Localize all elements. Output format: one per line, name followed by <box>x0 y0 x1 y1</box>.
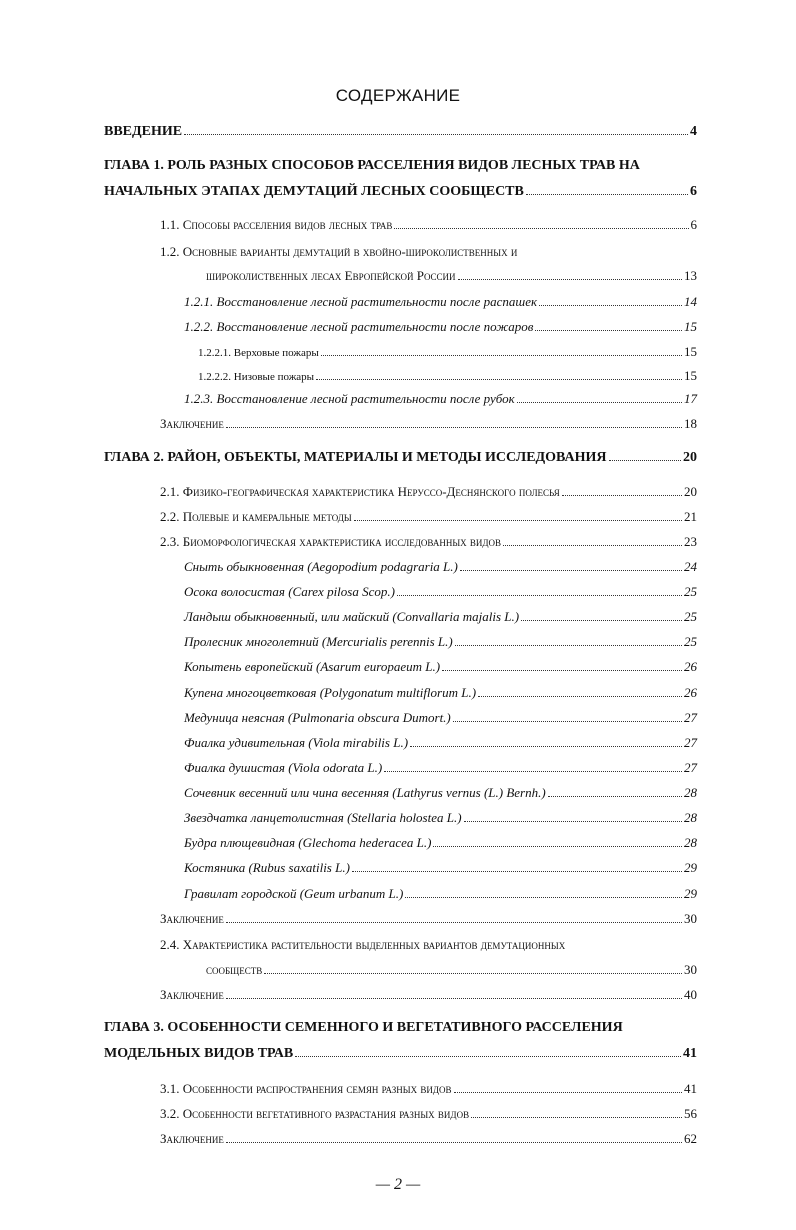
toc-entry-2-4-line-1[interactable]: 2.4. Характеристика растительности выделенных вариантов демутационных <box>160 937 566 952</box>
toc-entry-title: Сныть обыкновенная (Aegopodium podagraria L.) <box>184 559 458 574</box>
toc-entry-title: 2.3. Биоморфологическая характеристика исследованных видов <box>160 534 502 549</box>
toc-entry-title: 3.2. Особенности вегетативного разрастания разных видов <box>160 1106 470 1121</box>
toc-entry-1-2-2[interactable] <box>184 319 697 335</box>
toc-entry-page: 20 <box>683 450 697 465</box>
toc-entry-1-2-2-2[interactable] <box>198 368 697 384</box>
toc-entry-page: 15 <box>684 319 697 334</box>
toc-entry-page: 26 <box>684 685 697 700</box>
toc-entry-conclusion-3[interactable] <box>160 1131 697 1147</box>
toc-entry-title: Ландыш обыкновенный, или майский (Convallaria majalis L.) <box>184 609 520 624</box>
toc-entry-species-mercurialis[interactable] <box>184 634 697 650</box>
toc-entry-title: 2.2. Полевые и камеральные методы <box>160 509 352 524</box>
toc-entry-page: 28 <box>684 810 697 825</box>
toc-entry-1-2-1[interactable] <box>184 294 697 310</box>
toc-entry-page: 14 <box>684 294 697 309</box>
toc-entry-1-1[interactable] <box>160 217 697 233</box>
toc-entry-1-2-line-1[interactable]: 1.2. Основные варианты демутаций в хвойно-широколиственных и <box>160 244 518 259</box>
toc-entry-introduction[interactable] <box>104 124 697 140</box>
toc-entry-page: 27 <box>684 735 697 750</box>
toc-entry-page: 28 <box>684 785 697 800</box>
toc-entry-title: 1.2.2.1. Верховые пожары <box>198 347 319 359</box>
toc-entry-2-1[interactable] <box>160 484 697 500</box>
toc-entry-title: Звездчатка ланцетолистная (Stellaria holostea L.) <box>184 810 462 825</box>
toc-entry-3-2[interactable] <box>160 1106 697 1122</box>
toc-entry-page: 29 <box>684 886 697 901</box>
toc-entry-page: 29 <box>684 860 697 875</box>
toc-entry-title: Копытень европейский (Asarum europaeum L.) <box>184 659 441 674</box>
toc-entry-page: 25 <box>684 584 697 599</box>
toc-entry-title: Заключение <box>160 987 224 1002</box>
toc-entry-species-stellaria[interactable] <box>184 810 697 826</box>
toc-entry-title: 1.2.3. Восстановление лесной растительности после рубок <box>184 391 515 406</box>
toc-entry-2-2[interactable] <box>160 509 697 525</box>
toc-entry-title: Фиалка душистая (Viola odorata L.) <box>184 760 383 775</box>
toc-entry-species-carex[interactable] <box>184 584 697 600</box>
toc-entry-title: 1.2.2.2. Низовые пожары <box>198 371 315 383</box>
toc-entry-title: ГЛАВА 2. РАЙОН, ОБЪЕКТЫ, МАТЕРИАЛЫ И МЕТОДЫ ИССЛЕДОВАНИЯ <box>104 450 607 465</box>
toc-entry-species-convallaria[interactable] <box>184 609 697 625</box>
toc-entry-species-glechoma[interactable] <box>184 835 697 851</box>
toc-entry-page: 41 <box>684 1081 697 1096</box>
toc-entry-species-polygonatum[interactable] <box>184 685 697 701</box>
toc-entry-title: Осока волосистая (Carex pilosa Scop.) <box>184 584 395 599</box>
toc-entry-species-pulmonaria[interactable] <box>184 710 697 726</box>
toc-entry-page: 24 <box>684 559 697 574</box>
toc-entry-title: широколиственных лесах Европейской России <box>206 268 456 283</box>
toc-entry-title: сообществ <box>206 962 263 977</box>
toc-entry-page: 25 <box>684 609 697 624</box>
toc-entry-2-4[interactable] <box>206 962 697 978</box>
toc-entry-title: Заключение <box>160 911 224 926</box>
toc-entry-page: 23 <box>684 534 697 549</box>
toc-entry-title: Купена многоцветковая (Polygonatum multiflorum L.) <box>184 685 477 700</box>
toc-entry-1-2[interactable] <box>206 268 697 284</box>
toc-entry-page: 25 <box>684 634 697 649</box>
toc-entry-chapter-1-line-1[interactable]: ГЛАВА 1. РОЛЬ РАЗНЫХ СПОСОБОВ РАССЕЛЕНИЯ ВИДОВ ЛЕСНЫХ ТРАВ НА <box>104 158 640 173</box>
toc-entry-title: Пролесник многолетний (Mercurialis perennis L.) <box>184 634 453 649</box>
toc-entry-species-asarum[interactable] <box>184 659 697 675</box>
toc-entry-page: 6 <box>690 184 697 199</box>
toc-entry-title: 2.1. Физико-географическая характеристика Неруссо-Деснянского полесья <box>160 484 560 499</box>
toc-entry-species-viola-mirabilis[interactable] <box>184 735 697 751</box>
toc-entry-page: 27 <box>684 710 697 725</box>
toc-entry-title: 1.2.1. Восстановление лесной растительности после распашек <box>184 294 538 309</box>
toc-entry-2-3[interactable] <box>160 534 697 550</box>
toc-entry-chapter-2[interactable] <box>104 450 697 466</box>
toc-entry-chapter-3-line-1[interactable]: ГЛАВА 3. ОСОБЕННОСТИ СЕМЕННОГО И ВЕГЕТАТИВНОГО РАССЕЛЕНИЯ <box>104 1020 623 1035</box>
toc-entry-chapter-1[interactable] <box>104 184 697 200</box>
toc-entry-title: Сочевник весенний или чина весенняя (Lathyrus vernus (L.) Bernh.) <box>184 785 546 800</box>
toc-entry-page: 15 <box>684 368 697 383</box>
toc-entry-title: 3.1. Особенности распространения семян разных видов <box>160 1081 452 1096</box>
toc-entry-page: 13 <box>684 268 697 283</box>
toc-entry-page: 40 <box>684 987 697 1002</box>
toc-entry-page: 6 <box>690 217 697 232</box>
page-number: — 2 — <box>375 1176 421 1193</box>
toc-entry-title: Будра плющевидная (Glechoma hederacea L.) <box>184 835 432 850</box>
toc-entry-title: Фиалка удивительная (Viola mirabilis L.) <box>184 735 409 750</box>
toc-entry-1-2-2-1[interactable] <box>198 344 697 360</box>
toc-entry-page: 18 <box>684 416 697 431</box>
toc-entry-page: 20 <box>684 484 697 499</box>
toc-entry-page: 30 <box>684 962 697 977</box>
toc-entry-page: 28 <box>684 835 697 850</box>
toc-entry-page: 15 <box>684 344 697 359</box>
toc-entry-title: ВВЕДЕНИЕ <box>104 124 183 139</box>
toc-entry-title: МОДЕЛЬНЫХ ВИДОВ ТРАВ <box>104 1046 294 1061</box>
toc-entry-title: 1.2.2. Восстановление лесной растительности после пожаров <box>184 319 534 334</box>
toc-entry-page: 62 <box>684 1131 697 1146</box>
toc-entry-page: 41 <box>683 1046 697 1061</box>
toc-entry-3-1[interactable] <box>160 1081 697 1097</box>
toc-entry-species-aegopodium[interactable] <box>184 559 697 575</box>
toc-entry-conclusion-2-3[interactable] <box>160 911 697 927</box>
toc-entry-page: 17 <box>684 391 697 406</box>
toc-entry-page: 56 <box>684 1106 697 1121</box>
toc-entry-species-geum[interactable] <box>184 886 697 902</box>
toc-entry-conclusion-2[interactable] <box>160 987 697 1003</box>
toc-entry-1-2-3[interactable] <box>184 391 697 407</box>
toc-entry-title: Гравилат городской (Geum urbanum L.) <box>184 886 404 901</box>
toc-entry-chapter-3[interactable] <box>104 1046 697 1062</box>
toc-entry-title: Заключение <box>160 1131 224 1146</box>
toc-entry-species-lathyrus[interactable] <box>184 785 697 801</box>
toc-entry-page: 27 <box>684 760 697 775</box>
toc-entry-title: 1.1. Способы расселения видов лесных трав <box>160 217 393 232</box>
toc-entry-title: Медуница неясная (Pulmonaria obscura Dumort.) <box>184 710 451 725</box>
toc-entry-page: 30 <box>684 911 697 926</box>
toc-entry-title: Костяника (Rubus saxatilis L.) <box>184 860 350 875</box>
toc-entry-page: 4 <box>690 124 697 139</box>
toc-entry-title: Заключение <box>160 416 224 431</box>
toc-entry-page: 26 <box>684 659 697 674</box>
toc-entry-conclusion-1[interactable] <box>160 416 697 432</box>
page-title: СОДЕРЖАНИЕ <box>335 86 461 105</box>
toc-entry-species-viola-odorata[interactable] <box>184 760 697 776</box>
toc-entry-page: 21 <box>684 509 697 524</box>
toc-entry-species-rubus[interactable] <box>184 860 697 876</box>
toc-entry-title: НАЧАЛЬНЫХ ЭТАПАХ ДЕМУТАЦИЙ ЛЕСНЫХ СООБЩЕСТВ <box>104 184 524 199</box>
